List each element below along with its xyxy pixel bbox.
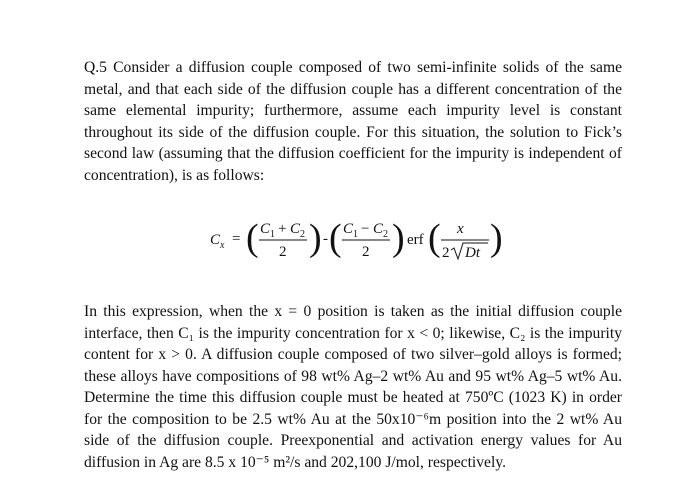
eq-den1: 2 xyxy=(279,244,287,260)
eq-erf-den-coef: 2 xyxy=(442,245,450,261)
eq-paren-open-1: ( xyxy=(246,217,259,259)
eq-num1-op: + xyxy=(278,221,287,237)
eq-erf-num: x xyxy=(457,221,464,237)
eq-num2-b-sub: 2 xyxy=(383,229,388,240)
eq-lhs-sub: x xyxy=(220,240,225,251)
eq-num1-a: C xyxy=(260,221,271,237)
eq-lhs: C xyxy=(210,232,221,248)
eq-minus: - xyxy=(323,231,328,247)
eq-den2: 2 xyxy=(362,244,370,260)
ficks-law-equation xyxy=(206,209,526,271)
eq-paren-close-3: ) xyxy=(490,217,503,259)
question-intro-paragraph: Q.5 Consider a diffusion couple composed of two semi-infinite solids of the same metal, and that each side of the diffusion couple has a different concentration of the same elemental impurity; furthermore, assume each impurity level is constant throughout its side of the diffusion couple. For this situation, the solution to Fick’s second law (assuming that the diffusion coefficient for the impurity is independent of concentration), is as follows: xyxy=(84,59,622,184)
eq-paren-open-3: ( xyxy=(428,217,441,259)
eq-num2-b: C xyxy=(373,221,384,237)
eq-equals: = xyxy=(232,231,241,247)
eq-erf-den-radicand: Dt xyxy=(465,245,480,261)
question-body-paragraph: In this expression, when the x = 0 position is taken as the initial diffusion couple interface, then C₁ is the impurity concentration for x < 0; likewise, C₂ is the impurity content for x > 0. A diffusion couple composed of two silver–gold alloys is formed; these alloys have compositions of 98 wt% Ag–2 wt% Au and 95 wt% Ag–5 wt% Au. Determine the time this diffusion couple must be heated at 750ºC (1023 K) in order for the composition to be 2.5 wt% Au at the 50x10⁻⁶m position into the 2 wt% Au side of the diffusion couple. Preexponential and activation energy values for Au diffusion in Ag are 8.5 x 10⁻⁵ m²/s and 202,100 J/mol, respectively. xyxy=(84,303,622,471)
eq-num1-a-sub: 1 xyxy=(270,229,275,240)
eq-num2-a: C xyxy=(343,221,354,237)
eq-num1-b-sub: 2 xyxy=(300,229,305,240)
eq-paren-close-2: ) xyxy=(392,217,405,259)
eq-num1-b: C xyxy=(290,221,301,237)
eq-num2-op: − xyxy=(361,221,370,237)
eq-paren-open-2: ( xyxy=(329,217,342,259)
eq-paren-close-1: ) xyxy=(309,217,322,259)
equation-graphic xyxy=(206,209,526,271)
eq-func-erf: erf xyxy=(407,232,424,248)
eq-num2-a-sub: 1 xyxy=(353,229,358,240)
